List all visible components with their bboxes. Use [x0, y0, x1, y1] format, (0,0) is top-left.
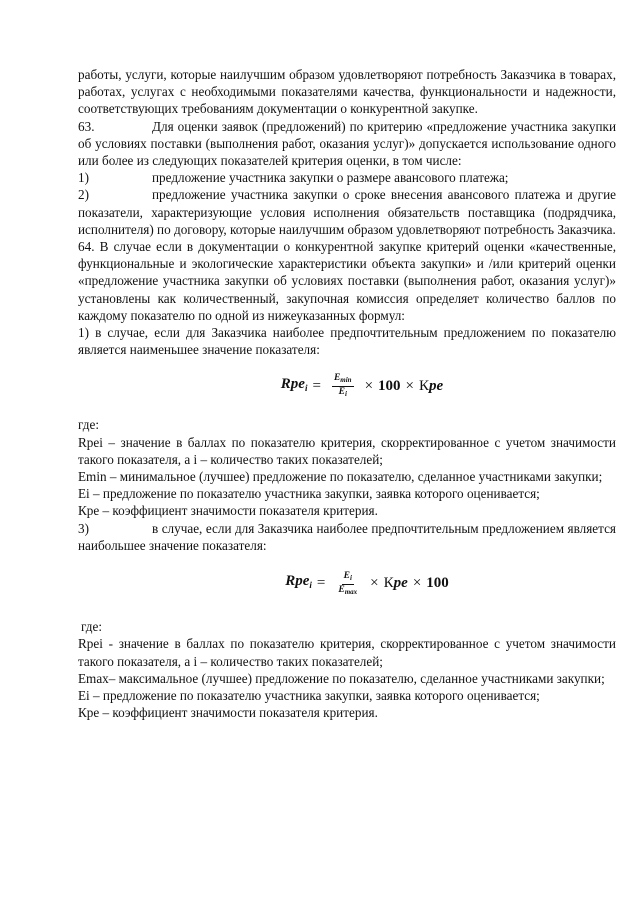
intro-paragraph: работы, услуги, которые наилучшим образом удовлетворяют потребность Заказчика в товарах, работах, услугах с необходимыми показателями качества, функциональности и надежности, соответствующих требованиям документации о конкурентной закупке.	[78, 67, 616, 117]
clause-63-item-2	[78, 186, 616, 238]
where-label-1: где:	[78, 417, 99, 433]
def-2-emax: Emax– максимальное (лучшее) предложение по показателю, сделанное участниками закупки;	[78, 670, 605, 686]
formula-2-times-1: ×	[370, 575, 379, 592]
where-label-2: где:	[81, 619, 102, 635]
item-2-number: 2)	[78, 187, 89, 203]
def-2-ei: Ei – предложение по показателю участника закупки, заявка которого оценивается;	[78, 687, 540, 703]
clause-63-item-1	[78, 169, 616, 186]
item-2-text: предложение участника закупки о сроке внесения авансового платежа и другие показатели, характеризующие условия исполнения обязательств поставщика (подрядчика, исполнителя) по договору, которые наилучшим образом удовлетворяют потребность Заказчика.	[78, 187, 616, 237]
formula-1-coefficient: Кpe	[419, 377, 444, 394]
document-page	[78, 66, 616, 721]
def-2-rpei: Rpei - значение в баллах по показателю критерия, скорректированное с учетом значимости такого показателя, а i – количество таких показателей;	[78, 636, 616, 669]
formula-2-equals: =	[316, 575, 326, 592]
item-1-number: 1)	[78, 170, 89, 186]
item-1-text: предложение участника закупки о размере авансового платежа;	[152, 170, 509, 186]
formula-2-coefficient: Кpe	[383, 575, 408, 592]
case-3-number: 3)	[78, 520, 89, 536]
formula-2-constant: 100	[426, 575, 449, 592]
clause-63-number: 63.	[78, 118, 95, 134]
formula-1-times-2: ×	[405, 377, 415, 394]
def-1-kpe: Кре – коэффициент значимости показателя критерия.	[78, 503, 378, 519]
case-1-text: 1) в случае, если для Заказчика наиболее предпочтительным предложением по показателю является наименьшее значение показателя:	[78, 325, 616, 358]
formula-1-equals: =	[312, 377, 321, 394]
def-1-rpei: Rpei – значение в баллах по показателю критерия, скорректированное с учетом значимости такого показателя, а i – количество таких показателей;	[78, 434, 616, 467]
formula-1-lhs: Rpe$_i$	[280, 375, 308, 393]
def-1-emin: Emin – минимальное (лучшее) предложение по показателю, сделанное участниками закупки;	[78, 469, 603, 485]
formula-1-times-1: ×	[364, 377, 374, 394]
formula-1	[108, 362, 616, 410]
def-1-ei: Ei – предложение по показателю участника закупки, заявка которого оценивается;	[78, 486, 540, 502]
formula-2-times-2: ×	[412, 575, 422, 592]
formula-2-lhs: Rpe$_i$	[285, 573, 312, 591]
formula-1-fraction: $\frac{E_{min}}{E_i}$	[333, 372, 352, 398]
case-3-text: в случае, если для Заказчика наиболее предпочтительным предложением является наибольшее значение показателя:	[78, 520, 616, 553]
clause-64: 64. В случае если в документации о конкурентной закупке критерий оценки «качественные, функциональные и экологические характеристики объекта закупки» и /или критерий оценки «предложение участника закупки об условиях поставки (выполнения работ, оказания услуг)» установлены как количественный, закупочная комиссия определяет количество баллов по каждому показателю по одной из нижеуказанных формул:	[78, 239, 616, 323]
case-3	[78, 520, 616, 554]
formula-2	[118, 556, 616, 612]
formula-2-fraction: $\frac{E_i}{E_{max}}$	[338, 570, 358, 596]
clause-63-text: Для оценки заявок (предложений) по критерию «предложение участника закупки об условиях поставки (выполнения работ, оказания услуг)» допускается использование одного или более из следующих показателей критерия оценки, в том числе:	[78, 118, 616, 169]
def-2-kpe: Кре – коэффициент значимости показателя критерия.	[78, 705, 378, 721]
formula-1-constant: 100	[378, 377, 401, 394]
